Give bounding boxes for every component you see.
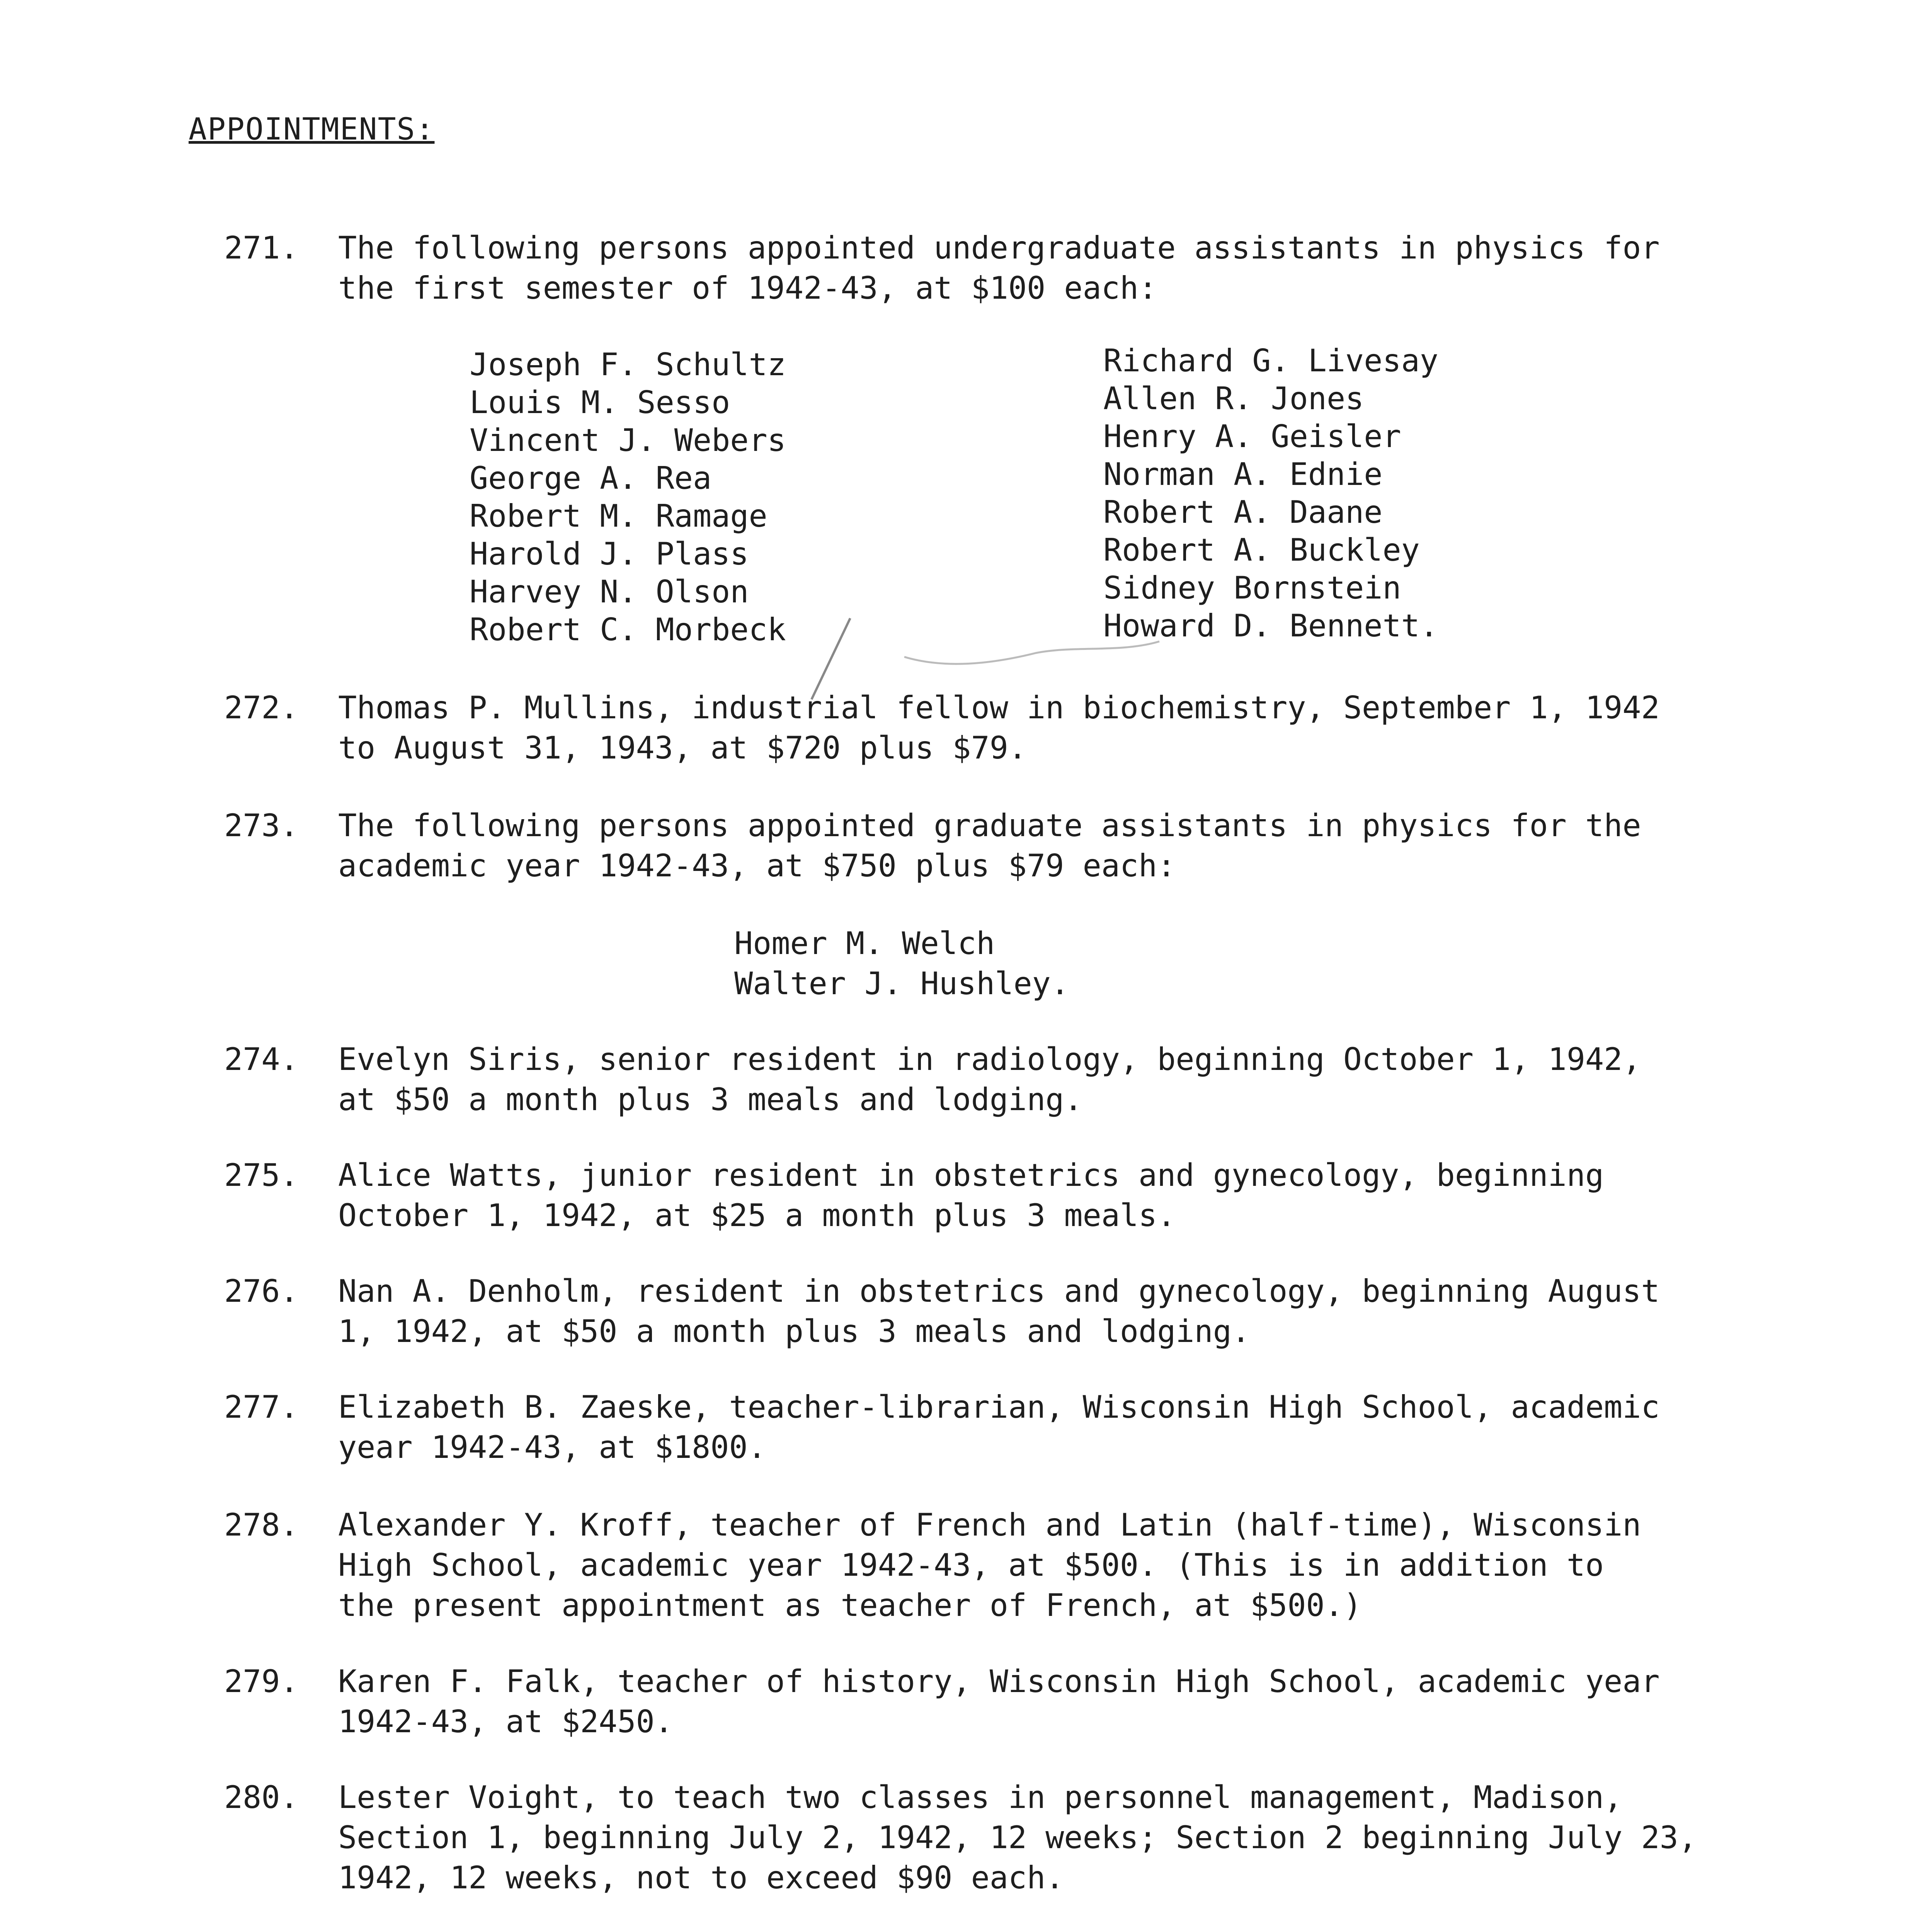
entry-number: 276.	[224, 1273, 299, 1309]
name: Louis M. Sesso	[470, 384, 730, 420]
name: Norman A. Ednie	[1103, 456, 1383, 492]
entry-text: Elizabeth B. Zaeske, teacher-librarian, Wisconsin High School, academic year 1942-43, at $1800.	[338, 1389, 1660, 1465]
name: Robert C. Morbeck	[470, 612, 786, 648]
name: Harvey N. Olson	[470, 574, 749, 610]
name: Howard D. Bennett.	[1103, 608, 1438, 644]
entry-number: 278.	[224, 1507, 299, 1543]
pencil-mark	[804, 611, 1183, 711]
name: Harold J. Plass	[470, 536, 749, 572]
entry-text: Karen F. Falk, teacher of history, Wisconsin High School, academic year 1942-43, at $2450.	[338, 1663, 1660, 1740]
section-heading: APPOINTMENTS:	[189, 112, 435, 147]
names-right-column	[1103, 342, 1438, 645]
name: Robert A. Buckley	[1103, 532, 1420, 568]
name: Henry A. Geisler	[1103, 418, 1401, 454]
entry-text: Alice Watts, junior resident in obstetrics and gynecology, beginning October 1, 1942, at $25 a month plus 3 meals.	[338, 1157, 1604, 1233]
name: Walter J. Hushley.	[734, 966, 1069, 1002]
entry-number: 274.	[224, 1041, 299, 1077]
entry-text: Evelyn Siris, senior resident in radiology, beginning October 1, 1942, at $50 a month plus 3 meals and lodging.	[338, 1041, 1641, 1117]
entry-text: Alexander Y. Kroff, teacher of French and Latin (half-time), Wisconsin High School, academic year 1942-43, at $500. (This is in addition to the present appointment as teacher of French, at $500.)	[338, 1507, 1641, 1623]
name: Vincent J. Webers	[470, 422, 786, 458]
entry-number: 279.	[224, 1663, 299, 1699]
name: Richard G. Livesay	[1103, 343, 1438, 379]
entry-number	[224, 1930, 317, 1932]
entry-text: The following persons appointed graduate assistants in physics for the academic year 1942-43, at $750 plus $79 each:	[338, 808, 1641, 884]
entry-number: 271.	[224, 230, 299, 266]
entry-text: Lester Voight, to teach two classes in personnel management, Madison, Section 1, beginning July 2, 1942, 12 weeks; Section 2 beginning July 23, 1942, 12 weeks, not to exceed $90 each.	[338, 1779, 1697, 1896]
entry-number: 275.	[224, 1157, 299, 1193]
entry-text: Nan A. Denholm, resident in obstetrics and gynecology, beginning August 1, 1942, at $50 a month plus 3 meals and lodging.	[338, 1273, 1660, 1349]
entry-text: The following persons appointed undergraduate assistants in physics for the first semester of 1942-43, at $100 each:	[338, 230, 1660, 306]
names-left-column	[470, 346, 786, 649]
name: George A. Rea	[470, 460, 712, 496]
entry-text: Thomas P. Mullins, industrial fellow in biochemistry, September 1, 1942 to August 31, 1943, at $720 plus $79.	[338, 690, 1660, 766]
name: Homer M. Welch	[734, 925, 995, 961]
name: Joseph F. Schultz	[470, 347, 786, 383]
entry-number: 272.	[224, 690, 299, 726]
name: Allen R. Jones	[1103, 381, 1364, 417]
entry-text	[338, 1930, 1791, 1932]
names-graduate-assistants	[734, 923, 1069, 1004]
name: Robert A. Daane	[1103, 494, 1383, 530]
entry-number: 277.	[224, 1389, 299, 1425]
name: Robert M. Ramage	[470, 498, 767, 534]
entry-number: 273.	[224, 808, 299, 844]
entry-number: 280.	[224, 1779, 299, 1815]
name: Sidney Bornstein	[1103, 570, 1401, 606]
